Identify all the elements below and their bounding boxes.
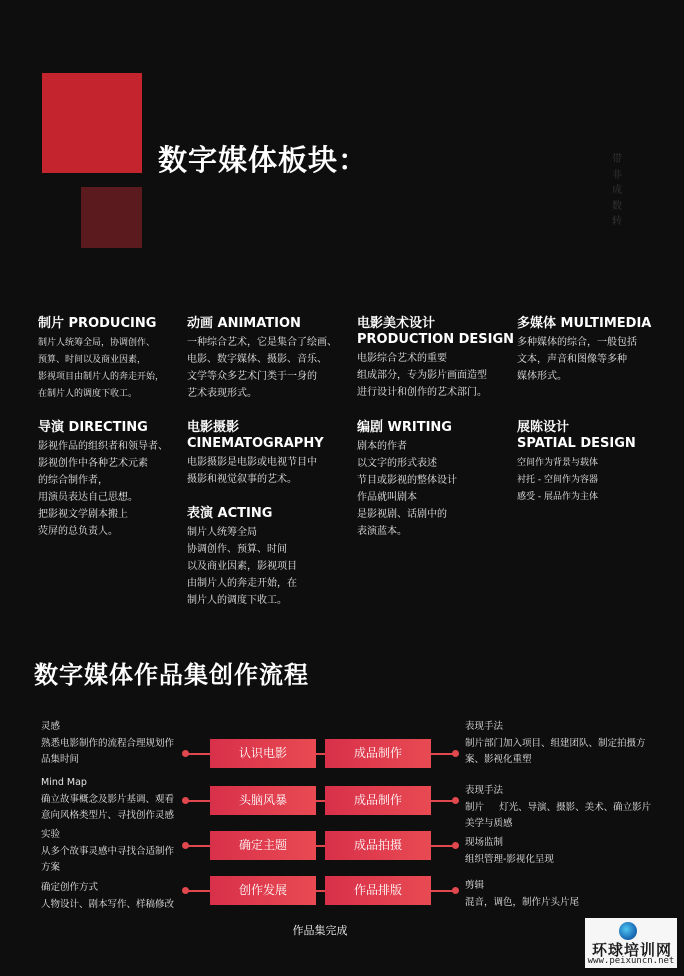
section-heading: 制片 PRODUCING xyxy=(38,316,157,331)
section-heading: 电影美术设计 PRODUCTION DESIGN xyxy=(357,316,515,347)
connector-line xyxy=(431,800,453,802)
section-multimedia xyxy=(517,316,677,385)
flow-complete-label: 作品集完成 xyxy=(292,924,348,937)
section-heading: 编剧 WRITING xyxy=(357,420,452,435)
red-square-small xyxy=(81,187,142,248)
right-note-4: 剪辑 混音，调色，制作片头片尾 xyxy=(465,880,580,908)
page-title: 数字媒体板块： xyxy=(158,143,369,177)
section-body: 空间作为背景与载体 衬托 - 空间作为容器 感受 - 展品作为主体 xyxy=(517,458,599,502)
section-directing xyxy=(38,420,183,540)
flow-box-left-3: 确定主题 xyxy=(210,831,316,860)
section-body: 制片人统筹全局 协调创作、预算、时间 以及商业因素，影视项目 由制片人的奔走开始，在 制片人的调度下收工。 xyxy=(187,527,297,606)
globe-icon xyxy=(619,922,637,940)
section-heading: 电影摄影 CINEMATOGRAPHY xyxy=(187,420,324,451)
connector-line xyxy=(431,890,453,892)
left-note-4: 确定创作方式 人物设计、剧本写作、样稿修改 xyxy=(41,882,175,910)
section-body: 一种综合艺术，它是集合了绘画、 电影、数字媒体、摄影、音乐、 文学等众多艺术门类于一身的 艺术表现形式。 xyxy=(187,337,337,399)
connector-dot xyxy=(452,842,459,849)
flow-box-right-4: 作品排版 xyxy=(325,876,431,905)
flow-title: 数字媒体作品集创作流程 xyxy=(34,661,309,689)
section-heading: 展陈设计 SPATIAL DESIGN xyxy=(517,420,636,451)
vertical-faint-text: 带 非 成 数 转 xyxy=(612,154,622,227)
flow-box-left-2: 头脑风暴 xyxy=(210,786,316,815)
connector-line xyxy=(188,753,210,755)
flow-box-right-2: 成品制作 xyxy=(325,786,431,815)
section-heading: 导演 DIRECTING xyxy=(38,420,148,435)
connector-line xyxy=(431,845,453,847)
connector-dot xyxy=(452,797,459,804)
section-body: 影视作品的组织者和领导者、 影视创作中各种艺术元素 的综合制作者， 用演员表达自己思想。 把影视文学剧本搬上 荧屏的总负责人。 xyxy=(38,441,168,537)
connector-line xyxy=(188,845,210,847)
left-note-1: 灵感 熟悉电影制作的流程合理规划作 品集时间 xyxy=(41,721,175,765)
flow-box-left-1: 认识电影 xyxy=(210,739,316,768)
right-note-2: 表现手法 制片 灯光、导演、摄影、美术、确立影片 美学与质感 xyxy=(465,785,652,829)
section-body: 剧本的作者 以文字的形式表述 节目或影视的整体设计 作品就叫剧本 是影视剧、话剧中的 表演蓝本。 xyxy=(357,441,457,537)
flow-box-right-1: 成品制作 xyxy=(325,739,431,768)
connector-line xyxy=(316,890,325,892)
right-note-1: 表现手法 制片部门加入项目、组建团队、制定拍摄方 案、影视化重塑 xyxy=(465,721,646,765)
connector-line xyxy=(316,753,325,755)
connector-line xyxy=(431,753,453,755)
section-producing xyxy=(38,316,183,403)
section-heading: 动画 ANIMATION xyxy=(187,316,301,331)
connector-line xyxy=(316,800,325,802)
section-cinematography xyxy=(187,420,352,488)
section-body: 多种媒体的综合，一般包括 文本，声音和图像等多种 媒体形式。 xyxy=(517,337,637,382)
section-animation xyxy=(187,316,352,402)
watermark xyxy=(585,918,677,968)
section-writing xyxy=(357,420,512,540)
flow-box-left-4: 创作发展 xyxy=(210,876,316,905)
red-square-large xyxy=(42,73,142,173)
section-body: 制片人统筹全局，协调创作、 预算、时间以及商业因素， 影视项目由制片人的奔走开始， 在制片人的调度下收工。 xyxy=(38,338,165,399)
section-spatial-design xyxy=(517,420,677,506)
section-heading: 表演 ACTING xyxy=(187,506,273,521)
connector-dot xyxy=(452,887,459,894)
connector-dot xyxy=(452,750,459,757)
left-note-3: 实验 从多个故事灵感中寻找合适制作 方案 xyxy=(41,829,175,873)
flow-box-right-3: 成品拍摄 xyxy=(325,831,431,860)
watermark-name: 环球培训网 xyxy=(591,941,672,959)
section-acting xyxy=(187,506,352,609)
connector-line xyxy=(316,845,325,847)
connector-line xyxy=(188,800,210,802)
watermark-url: www.peixuncn.net xyxy=(587,956,675,966)
left-note-2: Mind Map 确立故事概念及影片基调、观看 意向风格类型片、寻找创作灵感 xyxy=(41,777,175,821)
section-production-design xyxy=(357,316,515,401)
section-heading: 多媒体 MULTIMEDIA xyxy=(517,316,652,331)
connector-line xyxy=(188,890,210,892)
section-body: 电影综合艺术的重要 组成部分，专为影片画面造型 进行设计和创作的艺术部门。 xyxy=(357,353,487,398)
section-body: 电影摄影是电影或电视节目中 摄影和视觉叙事的艺术。 xyxy=(187,457,317,485)
right-note-3: 现场监制 组织管理-影视化呈现 xyxy=(465,837,554,865)
